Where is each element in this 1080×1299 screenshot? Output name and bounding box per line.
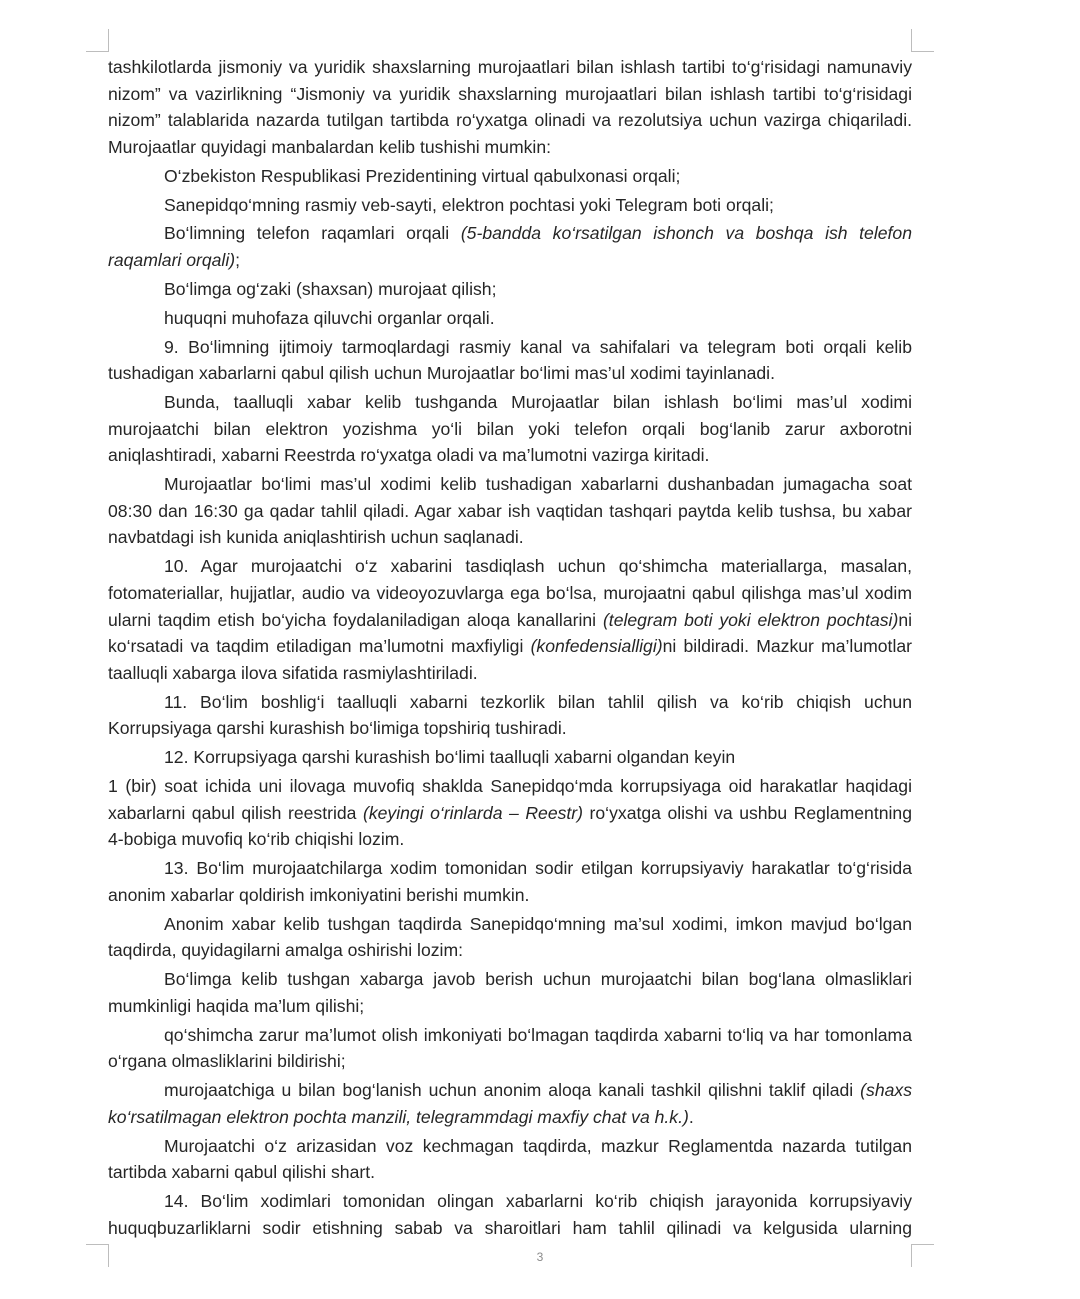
paragraph: 12. Korrupsiyaga qarshi kurashish bo‘limi taalluqli xabarni olgandan keyin	[164, 747, 736, 768]
list-item: Bo‘limga og‘zaki (shaxsan) murojaat qilish;	[164, 278, 497, 299]
list-item: O‘zbekiston Respublikasi Prezidentining virtual qabulxonasi orqali;	[164, 165, 681, 186]
list-item: huquqni muhofaza qiluvchi organlar orqali.	[164, 307, 495, 328]
page-number: 3	[536, 1250, 544, 1264]
paragraph: 13. Bo‘lim murojaatchilarga xodim tomonidan sodir etilgan korrupsiyaviy harakatlar to‘g‘risida anonim xabarlar qoldirish imkoniyatini berishi mumkin.	[108, 858, 912, 905]
list-item: Bo‘limga kelib tushgan xabarga javob berish uchun murojaatchi bilan bog‘lana olmasliklari mumkinligi haqida ma’lum qilishi;	[108, 969, 912, 1016]
document-body	[108, 54, 912, 1243]
paragraph: Murojaatchi o‘z arizasidan voz kechmagan taqdirda, mazkur Reglamentda nazarda tutilgan tartibda xabarni qabul qilishi shart.	[108, 1135, 912, 1183]
list-item: Sanepidqo‘mning rasmiy veb-sayti, elektron pochtasi yoki Telegram boti orqali;	[164, 194, 774, 215]
list-item: murojaatchiga u bilan bog‘lanish uchun anonim aloqa kanali tashkil qilishni taklif qiladi (shaxs ko‘rsatilmagan elektron pochta manzili, telegrammdagi maxfiy chat va h.k.).	[108, 1080, 912, 1127]
crop-mark-top-left	[86, 29, 109, 52]
crop-mark-top-right	[911, 29, 934, 52]
paragraph: Anonim xabar kelib tushgan taqdirda Sanepidqo‘mning ma’sul xodimi, imkon mavjud bo‘lgan taqdirda, quyidagilarni amalga oshirishi lozim:	[108, 913, 912, 961]
list-item: qo‘shimcha zarur ma’lumot olish imkoniyati bo‘lmagan taqdirda xabarni to‘liq va har tomonlama o‘rgana olmasliklarini bildirishi;	[108, 1024, 912, 1072]
paragraph: 14. Bo‘lim xodimlari tomonidan olingan xabarlarni ko‘rib chiqish jarayonida korrupsiyaviy huquqbuzarliklarni sodir etishning sabab va sharoitlari ham tahlil qilinadi va kelgusida ularning	[108, 1190, 912, 1238]
paragraph: 11. Bo‘lim boshlig‘i taalluqli xabarni tezkorlik bilan tahlil qilish va ko‘rib chiqish uchun Korrupsiyaga qarshi kurashish bo‘limiga topshiriq tushiradi.	[108, 691, 912, 739]
paragraph: Murojaatlar bo‘limi mas’ul xodimi kelib tushadigan xabarlarni dushanbadan jumagacha soat 08:30 dan 16:30 ga qadar tahlil qiladi. Agar xabar ish vaqtidan tashqari paytda kelib tushsa, bu xabar navbatdagi ish kunida aniqlashtirish uchun saqlanadi.	[108, 474, 912, 548]
paragraph: 1 (bir) soat ichida uni ilovaga muvofiq shaklda Sanepidqo‘mda korrupsiyaga oid harakatlar haqidagi xabarlarni qabul qilish reestrida (keyingi o‘rinlarda – Reestr) ro‘yxatga olishi va ushbu Reglamentning 4-bobiga muvofiq ko‘rib chiqishi lozim.	[108, 776, 912, 850]
paragraph: 10. Agar murojaatchi o‘z xabarini tasdiqlash uchun qo‘shimcha materiallarga, masalan, fotomateriallar, hujjatlar, audio va videoyozuvlarga ega bo‘lsa, murojaatni qabul qilishga mas’ul xodim ularni taqdim etish bo‘yicha foydalaniladigan aloqa kanallarini (telegram boti yoki elektron pochtasi)ni ko‘rsatadi va taqdim etiladigan ma’lumotni maxfiyligi (konfedensialligi)ni bildiradi. Mazkur ma’lumotlar taalluqli xabarga ilova sifatida rasmiylashtiriladi.	[108, 556, 913, 683]
paragraph: 9. Bo‘limning ijtimoiy tarmoqlardagi rasmiy kanal va sahifalari va telegram boti orqali kelib tushadigan xabarlarni qabul qilish uchun Murojaatlar bo‘limi mas’ul xodimi tayinlanadi.	[108, 336, 912, 384]
list-item: Bo‘limning telefon raqamlari orqali (5-bandda ko‘rsatilgan ishonch va boshqa ish telefon raqamlari orqali);	[108, 223, 912, 271]
paragraph: tashkilotlarda jismoniy va yuridik shaxslarning murojaatlari bilan ishlash tartibi to‘g‘risidagi namunaviy nizom” va vazirlikning “Jismoniy va yuridik shaxslarning murojaatlari bilan ishlash tartibi to‘g‘risidagi nizom” talablarida nazarda tutilgan tartibda ro‘yxatga olinadi va rezolutsiya uchun vazirga chiqariladi. Murojaatlar quyidagi manbalardan kelib tushishi mumkin:	[108, 57, 912, 157]
paragraph: Bunda, taalluqli xabar kelib tushganda Murojaatlar bilan ishlash bo‘limi mas’ul xodimi murojaatchi bilan elektron yozishma yo‘li bilan yoki telefon orqali bog‘lanib zarur axborotni aniqlashtiradi, xabarni Reestrda ro‘yxatga oladi va ma’lumotni vazirga kiritadi.	[108, 392, 912, 466]
